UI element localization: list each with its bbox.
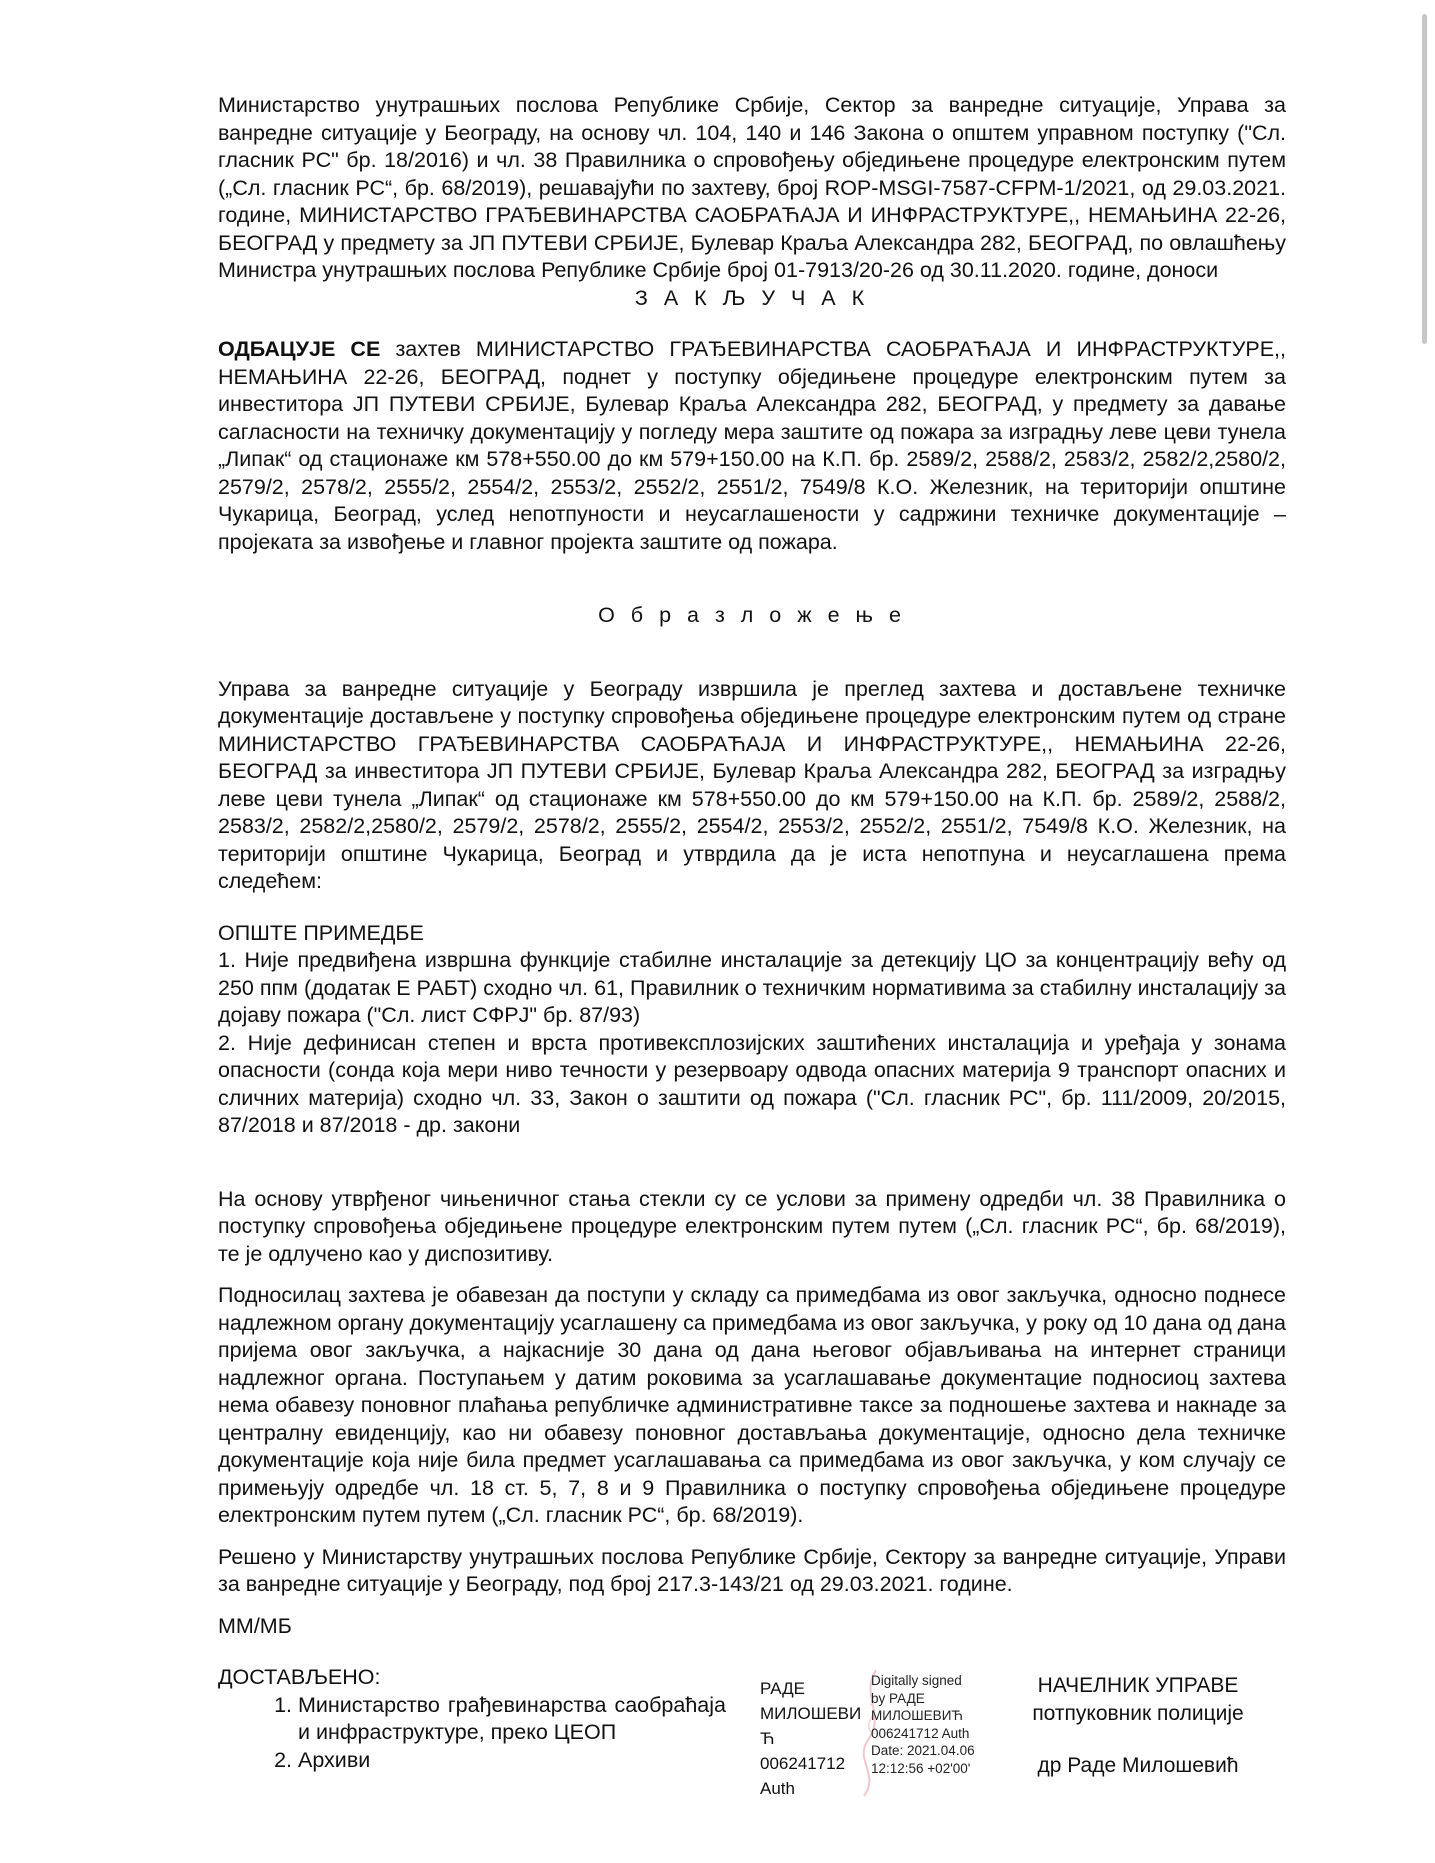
signer-name-line: Ћ 006241712: [760, 1729, 846, 1773]
stamp-line: Digitally signed: [871, 1673, 962, 1688]
remark-item: 2. Није дефинисан степен и врста противексплозијских заштићених инсталација и уређаја у зонама опасности (сонда која мери ниво течности у резервоару одвода опасних материја 9 транспорт опасних и сличних материја) сходно чл. 33, Закон о заштити од пожара ("Сл. гласник РС", бр. 111/2009, 20/2015, 87/2018 и 87/2018 - др. закони: [218, 1030, 1286, 1137]
delivered-item: 2. Архиви: [298, 1747, 726, 1775]
chief-title: НАЧЕЛНИК УПРАВЕ: [1037, 1674, 1239, 1697]
chief-name: др Раде Милошевић: [1037, 1754, 1239, 1777]
stamp-line: 006241712 Auth: [871, 1725, 970, 1741]
decision-keyword: ОДБАЦУЈЕ СЕ: [218, 337, 381, 361]
stamp-line: 12:12:56 +02'00': [871, 1760, 971, 1776]
remarks-title: ОПШТЕ ПРИМЕДБЕ: [218, 920, 424, 945]
document-title: З А К Љ У Ч А К: [634, 285, 870, 310]
reasoning-title: О б р а з л о ж е њ е: [598, 603, 906, 627]
reasoning-paragraph: Управа за ванредне ситуације у Београду извршила је преглед захтева и достављене техничке документације достављене у поступку спровођења обједињене процедуре електронским путем од стране МИНИСТАРСТВО ГРАЂЕВИНАРСТВА САОБРАЋАЈА И ИНФРАСТРУКТУРЕ,, НЕМАЊИНА 22-26, БЕОГРАД за инвеститора ЈП ПУТЕВИ СРБИЈЕ, Булевар Краља Александра 282, БЕОГРАД за изградњу леве цеви тунела „Липак“ од стационаже км 578+550.00 до км 579+150.00 на К.П. бр. 2589/2, 2588/2, 2583/2, 2582/2,2580/2, 2579/2, 2578/2, 2555/2, 2554/2, 2553/2, 2552/2, 2551/2, 7549/8 К.О. Железник, на територији општине Чукарица, Београд и утврдила да је иста непотпуна и неусаглашена према следећем:: [218, 676, 1286, 893]
resolved-paragraph: Решено у Министарству унутрашњих послова Републике Србије, Сектору за ванредне ситуације, Управи за ванредне ситуације у Београду, под број 217.3-143/21 од 29.03.2021. године.: [218, 1544, 1286, 1596]
signer-name-line: Auth: [760, 1779, 795, 1798]
delivered-list: [218, 1664, 726, 1774]
signer-name-line: МИЛОШЕВИ: [760, 1704, 862, 1723]
decision-paragraph: [218, 336, 1286, 556]
initials: ММ/МБ: [218, 1613, 292, 1638]
stamp-line: by РАДЕ: [871, 1690, 925, 1706]
signature-block: [218, 1664, 1286, 1824]
scrollbar[interactable]: [1421, 0, 1429, 400]
remark-item: 1. Није предвиђена извршна функције стабилне инсталације за детекцију ЦО за концентрацију већу од 250 ппм (додатак Е РАБТ) сходно чл. 61, Правилник о техничким нормативима за стабилну инсталацију за дојаву пожара ("Сл. лист СФРЈ" бр. 87/93): [218, 948, 1286, 1027]
delivered-title: ДОСТАВЉЕНО:: [218, 1665, 381, 1689]
signer-name-line: РАДЕ: [760, 1679, 805, 1698]
basis-paragraph: На основу утврђеног чињеничног стања стекли су се услови за примену одредби чл. 38 Правилника о поступку спровођења обједињене процедуре електронским путем путем („Сл. гласник РС“, бр. 68/2019), те је одлучено као у диспозитиву.: [218, 1186, 1286, 1266]
delivered-item: 1. Министарство грађевинарства саобраћаја и инфраструктуре, преко ЦЕОП: [298, 1692, 726, 1747]
intro-paragraph: Министарство унутрашњих послова Републике Србије, Сектор за ванредне ситуације, Управа за ванредне ситуације у Београду, на основу чл. 104, 140 и 146 Закона о општем управном поступку ("Сл. гласник РС" бр. 18/2016) и чл. 38 Правилника о спровођењу обједињене процедуре електронским путем („Сл. гласник РС“, бр. 68/2019), решавајући по захтеву, број ROP-MSGI-7587-CFPM-1/2021, од 29.03.2021. године, МИНИСТАРСТВО ГРАЂЕВИНАРСТВА САОБРАЋАЈА И ИНФРАСТРУКТУРЕ,, НЕМАЊИНА 22-26, БЕОГРАД у предмету за ЈП ПУТЕВИ СРБИЈЕ, Булевар Краља Александра 282, БЕОГРАД, по овлашћењу Министра унутрашњих послова Републике Србије број 01-7913/20-26 од 30.11.2020. године, доноси: [218, 93, 1286, 282]
stamp-line: Date: 2021.04.06: [871, 1743, 975, 1758]
decision-text: захтев МИНИСТАРСТВО ГРАЂЕВИНАРСТВА САОБРАЋАЈА И ИНФРАСТРУКТУРЕ,, НЕМАЊИНА 22-26, БЕОГРАД, поднет у поступку обједињене процедуре електронским путем за инвеститора ЈП ПУТЕВИ СРБИЈЕ, Булевар Краља Александра 282, БЕОГРАД, у предмету за давање сагласности на техничку документацију у погледу мера заштите од пожара за изградњу леве цеви тунела „Липак“ од стационаже км 578+550.00 до км 579+150.00 на К.П. бр. 2589/2, 2588/2, 2583/2, 2582/2,2580/2, 2579/2, 2578/2, 2555/2, 2554/2, 2553/2, 2552/2, 2551/2, 7549/8 К.О. Железник, на територији општине Чукарица, Београд, услед непотпуности и неусаглашености у садржини техничке документације – пројеката за извођење и главног пројекта заштите од пожара.: [218, 337, 1287, 554]
scrollbar-thumb[interactable]: [1422, 14, 1427, 344]
obligation-paragraph: Подносилац захтева је обавезан да поступи у складу са примедбама из овог закључка, односно поднесе надлежном органу документацију усаглашену са примедбама из овог закључка, у року од 10 дана од дана пријема овог закључка, а најкасније 30 дана од дана његовог објављивања на интернет страници надлежног органа. Поступањем у датим роковима за усаглашавање документацие подносиоц захтева нема обавезу поновног плаћања републичке административне таксе за подношење захтева и накнаде за централну евиденцију, као ни обавезу поновног достављања документације, односно дела техничке документације која није била предмет усаглашавања са примедбама из овог закључка, у ком случају се примењују одредбе чл. 18 ст. 5, 7, 8 и 9 Правилника о поступку спровођења обједињене процедуре електронским путем путем („Сл. гласник РС“, бр. 68/2019).: [218, 1283, 1286, 1527]
chief-rank: потпуковник полиције: [1032, 1702, 1244, 1725]
stamp-line: МИЛОШЕВИЋ: [871, 1708, 963, 1723]
digital-signature-stamp: [871, 1672, 991, 1777]
chief-block: [998, 1672, 1278, 1780]
document-page: [218, 92, 1286, 1824]
